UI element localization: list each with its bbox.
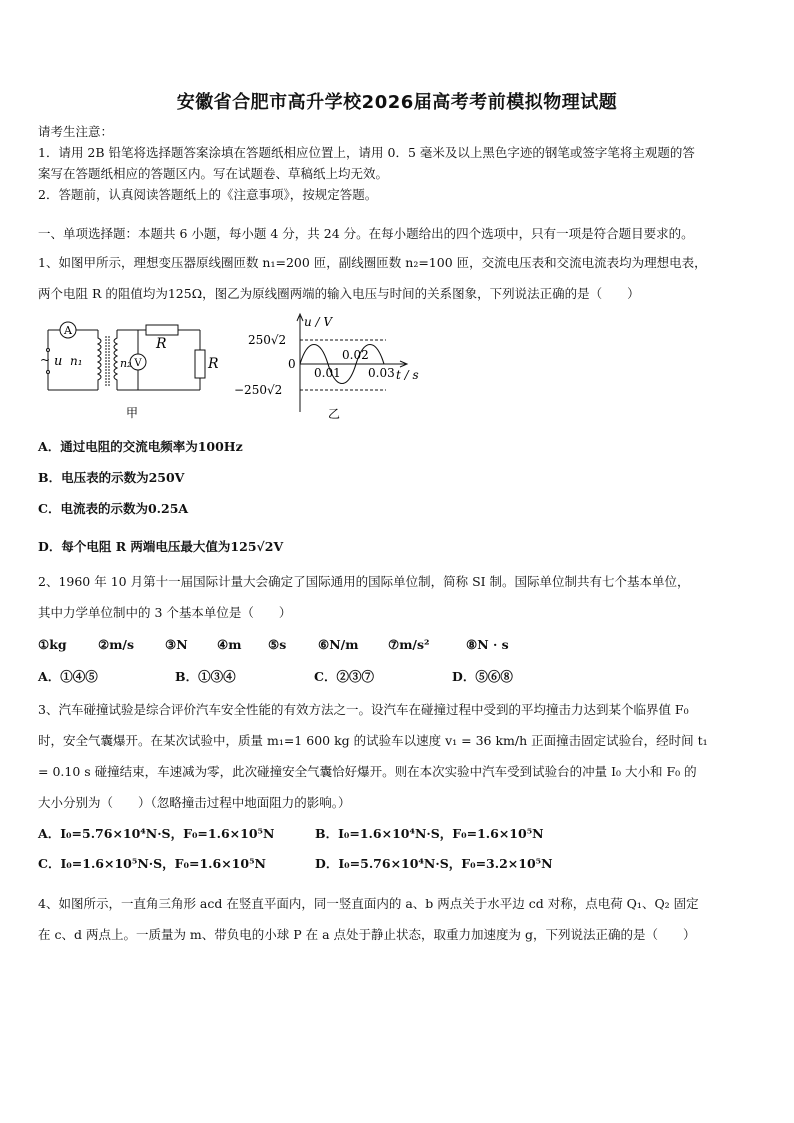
- q1-option-b: B．电压表的示数为250V: [38, 470, 185, 485]
- voltmeter-label: V: [134, 358, 142, 369]
- q2-option-c: C．②③⑦: [314, 669, 374, 684]
- q3-option-b: B．I₀=1.6×10⁴N·S，F₀=1.6×10⁵N: [315, 826, 544, 841]
- q2-option-b: B．①③④: [175, 669, 236, 684]
- q2-option-d: D．⑤⑥⑧: [452, 669, 513, 684]
- n2-label: n₂: [120, 357, 132, 370]
- q1-option-c: C．电流表的示数为0.25A: [38, 501, 189, 516]
- notice-item-1a: 1．请用 2B 铅笔将选择题答案涂填在答题纸相应位置上，请用 0．5 毫米及以上黑色字迹的钢笔或签字笔将主观题的答: [38, 145, 695, 160]
- y-top-label: 250√2: [248, 333, 287, 347]
- q2-option-a: A．①④⑤: [38, 669, 98, 684]
- tick-t3: 0.03: [368, 366, 395, 380]
- resistor-right: [195, 350, 205, 378]
- source-symbol: ~: [40, 353, 51, 367]
- circuit-diagram: [38, 312, 228, 424]
- unit-8: ⑧N · s: [466, 637, 509, 652]
- q2-stem-line2: 其中力学单位制中的 3 个基本单位是（ ）: [38, 605, 292, 620]
- q3-option-d: D．I₀=5.76×10⁴N·S，F₀=3.2×10⁵N: [315, 856, 553, 871]
- q3-option-c: C．I₀=1.6×10⁵N·S，F₀=1.6×10⁵N: [38, 856, 266, 871]
- unit-3: ③N: [165, 637, 188, 652]
- figure-left-caption: 甲: [126, 406, 139, 420]
- unit-5: ⑤s: [268, 637, 287, 652]
- resistor-right-label: R: [208, 356, 219, 372]
- page-title: 安徽省合肥市高升学校2026届高考考前模拟物理试题: [176, 92, 618, 113]
- section-heading: 一、单项选择题：本题共 6 小题，每小题 4 分，共 24 分。在每小题给出的四个选项中，只有一项是符合题目要求的。: [38, 226, 694, 241]
- n1-label: n₁: [70, 354, 83, 368]
- resistor-top: [146, 325, 178, 335]
- q4-stem-line1: 4、如图所示，一直角三角形 acd 在竖直平面内，同一竖直面内的 a、b 两点关于水平边 cd 对称，点电荷 Q₁、Q₂ 固定: [38, 896, 699, 911]
- axis-t-label: t / s: [396, 368, 419, 382]
- voltage-time-graph: [228, 308, 428, 428]
- ammeter-label: A: [64, 324, 72, 337]
- unit-1: ①kg: [38, 637, 67, 652]
- q1-stem-line1: 1、如图甲所示，理想变压器原线圈匝数 n₁=200 匝，副线圈匝数 n₂=100 匝，交流电压表和交流电流表均为理想电表，: [38, 255, 707, 270]
- y-bottom-label: −250√2: [234, 383, 283, 397]
- figure-right-caption: 乙: [328, 407, 341, 421]
- q3-stem-line2: 时，安全气囊爆开。在某次试验中，质量 m₁=1 600 kg 的试验车以速度 v₁ = 36 km/h 正面撞击固定试验台，经时间 t₁: [38, 733, 708, 748]
- q2-stem-line1: 2、1960 年 10 月第十一届国际计量大会确定了国际通用的国际单位制，简称 SI 制。国际单位制共有七个基本单位，: [38, 574, 690, 589]
- q1-option-d: D．每个电阻 R 两端电压最大值为125√2V: [38, 539, 284, 554]
- axis-u-label: u / V: [304, 315, 333, 329]
- resistor-top-label: R: [156, 336, 167, 352]
- tick-t1: 0.01: [314, 366, 341, 380]
- unit-2: ②m/s: [98, 637, 135, 652]
- q3-stem-line4: 大小分别为（ ）（忽略撞击过程中地面阻力的影响。）: [38, 795, 351, 810]
- notice-item-1b: 案写在答题纸相应的答题区内。写在试题卷、草稿纸上均无效。: [38, 166, 389, 181]
- q3-stem-line1: 3、汽车碰撞试验是综合评价汽车安全性能的有效方法之一。设汽车在碰撞过程中受到的平均撞击力达到某个临界值 F₀: [38, 702, 689, 717]
- q3-stem-line3: = 0.10 s 碰撞结束，车速减为零，此次碰撞安全气囊恰好爆开。则在本次实验中汽车受到试验台的冲量 I₀ 大小和 F₀ 的: [38, 764, 697, 779]
- origin-label: 0: [288, 357, 296, 371]
- q1-stem-line2: 两个电阻 R 的阻值均为125Ω，图乙为原线圈两端的输入电压与时间的关系图象，下列说法正确的是（ ）: [38, 286, 640, 301]
- unit-4: ④m: [217, 637, 242, 652]
- tick-t2: 0.02: [342, 348, 369, 362]
- notice-item-2: 2．答题前，认真阅读答题纸上的《注意事项》，按规定答题。: [38, 187, 378, 202]
- unit-7: ⑦m/s²: [388, 637, 430, 652]
- unit-6: ⑥N/m: [318, 637, 359, 652]
- q4-stem-line2: 在 c、d 两点上。一质量为 m、带负电的小球 P 在 a 点处于静止状态，取重力加速度为 g，下列说法正确的是（ ）: [38, 927, 696, 942]
- q3-option-a: A．I₀=5.76×10⁴N·S，F₀=1.6×10⁵N: [38, 826, 275, 841]
- notice-heading: 请考生注意：: [38, 124, 114, 139]
- u-label: u: [54, 354, 63, 369]
- q1-option-a: A．通过电阻的交流电频率为100Hz: [38, 439, 243, 454]
